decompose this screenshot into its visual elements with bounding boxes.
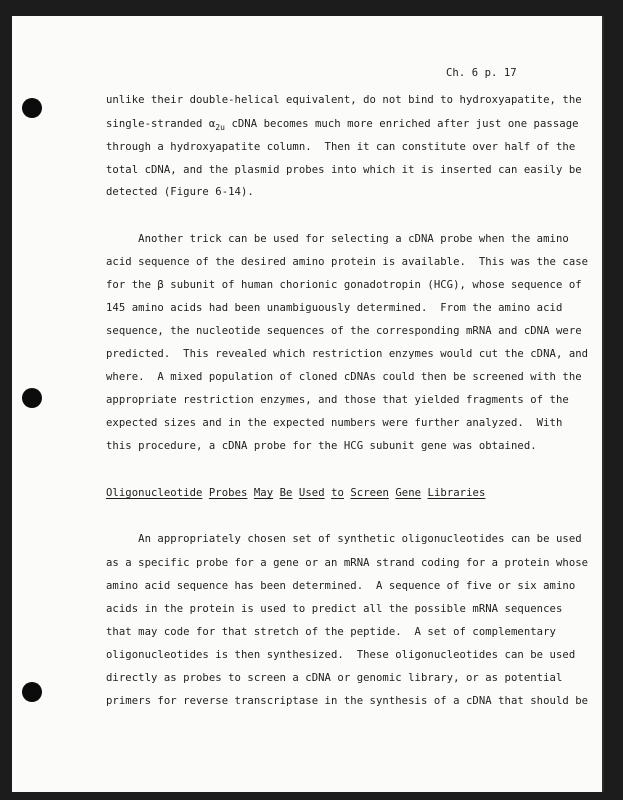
text-line: primers for reverse transcriptase in the synthesis of a cDNA that should be	[106, 695, 589, 707]
heading-word: Libraries	[427, 487, 486, 499]
text-line: through a hydroxyapatite column. Then it can constitute over half of the	[106, 141, 576, 153]
text-line: Another trick can be used for selecting a cDNA probe when the amino	[106, 233, 569, 245]
section-heading	[106, 486, 485, 500]
text-line: acids in the protein is used to predict all the possible mRNA sequences	[106, 603, 563, 615]
heading-word: Gene	[395, 487, 422, 499]
heading-word: May	[253, 487, 274, 499]
text-line: that may code for that stretch of the peptide. A set of complementary	[106, 626, 556, 638]
text-line: total cDNA, and the plasmid probes into which it is inserted can easily be	[106, 164, 582, 176]
heading-word: Screen	[350, 487, 389, 499]
text-segment: single-stranded α	[106, 118, 216, 130]
binder-hole	[22, 388, 42, 408]
text-line: this procedure, a cDNA probe for the HCG subunit gene was obtained.	[106, 440, 537, 452]
text-line: appropriate restriction enzymes, and those that yielded fragments of the	[106, 394, 569, 406]
heading-word: to	[331, 487, 344, 499]
text-line: detected (Figure 6-14).	[106, 186, 254, 198]
binder-hole	[22, 682, 42, 702]
text-line: acid sequence of the desired amino protein is available. This was the case	[106, 256, 589, 268]
text-line: directly as probes to screen a cDNA or genomic library, or as potential	[106, 672, 563, 684]
text-line: oligonucleotides is then synthesized. These oligonucleotides can be used	[106, 649, 576, 661]
text-line: amino acid sequence has been determined. A sequence of five or six amino	[106, 580, 576, 592]
alpha-subscript: 2u	[215, 123, 226, 132]
heading-word: Oligonucleotide	[106, 487, 203, 499]
text-line: sequence, the nucleotide sequences of the corresponding mRNA and cDNA were	[106, 325, 582, 337]
binder-hole	[22, 98, 42, 118]
heading-word: Used	[298, 487, 325, 499]
heading-word: Be	[279, 487, 293, 499]
text-line: expected sizes and in the expected numbers were further analyzed. With	[106, 417, 563, 429]
text-line: unlike their double-helical equivalent, do not bind to hydroxyapatite, the	[106, 94, 582, 106]
text-line: for the β subunit of human chorionic gonadotropin (HCG), whose sequence of	[106, 279, 582, 291]
text-line: where. A mixed population of cloned cDNAs could then be screened with the	[106, 371, 582, 383]
text-line: 145 amino acids had been unambiguously determined. From the amino acid	[106, 302, 563, 314]
text-line: as a specific probe for a gene or an mRNA strand coding for a protein whose	[106, 557, 589, 569]
text-line	[106, 117, 579, 131]
page-number-header: Ch. 6 p. 17	[446, 67, 517, 79]
text-line: predicted. This revealed which restriction enzymes would cut the cDNA, and	[106, 348, 589, 360]
text-line: An appropriately chosen set of synthetic oligonucleotides can be used	[106, 533, 582, 545]
text-segment: cDNA becomes much more enriched after just one passage	[225, 118, 579, 130]
heading-word: Probes	[208, 487, 248, 499]
